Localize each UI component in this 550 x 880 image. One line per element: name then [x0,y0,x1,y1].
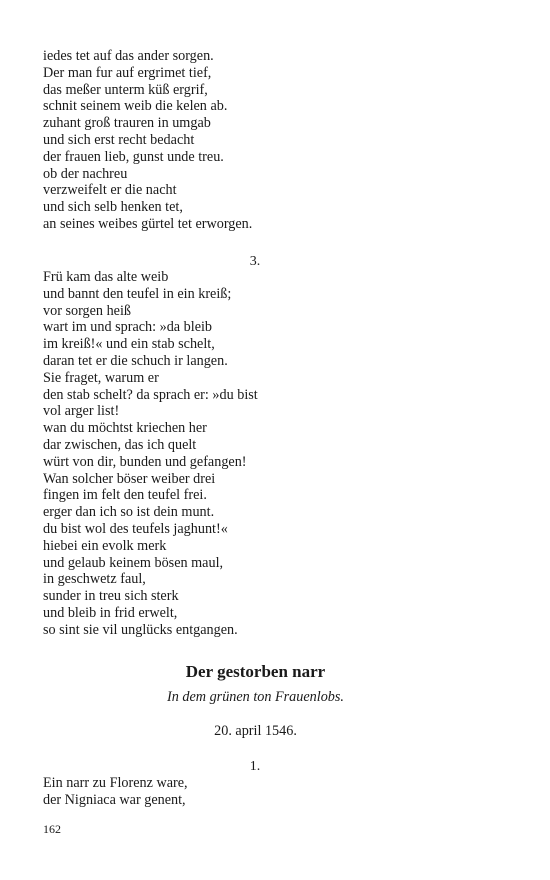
poem-date: 20. april 1546. [214,723,297,739]
verse-line: Der man fur auf ergrimet tief, [43,64,212,81]
verse-line: und sich erst recht bedacht [43,131,195,148]
verse-line: sunder in treu sich sterk [43,588,179,605]
page-number: 162 [43,822,61,836]
verse-line: wart im und sprach: »da bleib [43,319,213,336]
verse-line: und bannt den teufel in ein kreiß; [43,285,232,302]
verse-line: in geschwetz faul, [43,571,146,588]
verse-line: ob der nachreu [43,165,128,182]
verse-line: daran tet er die schuch ir langen. [43,352,228,369]
verse-line: an seines weibes gürtel tet erworgen. [43,215,253,232]
verse-line: so sint sie vil unglücks entgangen. [43,621,238,638]
verse-line: und bleib in frid erwelt, [43,604,178,621]
verse-line: der frauen lieb, gunst unde treu. [43,148,224,165]
stanza-top [43,48,483,233]
verse-line: dar zwischen, das ich quelt [43,436,197,453]
verse-line: und sich selb henken tet, [43,199,183,216]
verse-line: und gelaub keinem bösen maul, [43,554,224,571]
verse-line: Frü kam das alte weib [43,269,169,285]
verse-line: erger dan ich so ist dein munt. [43,504,215,521]
verse-line: vor sorgen heiß [43,302,131,319]
verse-line: das meßer unterm küß ergrif, [43,81,208,98]
verse-line: verzweifelt er die nacht [43,182,177,199]
verse-line: Wan solcher böser weiber drei [43,470,216,487]
verse-line: wan du möchtst kriechen her [43,420,207,437]
poem-subtitle: In dem grünen ton Frauenlobs. [167,689,344,705]
verse-line: Sie fraget, warum er [43,369,159,386]
verse-line: vol arger list! [43,403,120,420]
verse-line: würt von dir, bunden und gefangen! [43,453,247,470]
verse-line: du bist wol des teufels jaghunt!« [43,520,228,537]
stanza-number-1: 1. [249,759,261,774]
stanza-3 [43,269,483,639]
verse-line: den stab schelt? da sprach er: »du bist [43,386,258,403]
verse-line: zuhant groß trauren in umgab [43,115,211,132]
verse-line: schnit seinem weib die kelen ab. [43,98,228,115]
verse-line: fingen im felt den teufel frei. [43,487,207,504]
poem-title: Der gestorben narr [185,662,326,681]
stanza-number-3: 3. [249,254,261,269]
stanza-1 [43,775,483,809]
verse-line: hiebei ein evolk merk [43,537,167,554]
verse-line: der Nigniaca war genent, [43,791,186,808]
verse-line: Ein narr zu Florenz ware, [43,775,188,791]
verse-line: iedes tet auf das ander sorgen. [43,48,214,64]
verse-line: im kreiß!« und ein stab schelt, [43,336,215,353]
